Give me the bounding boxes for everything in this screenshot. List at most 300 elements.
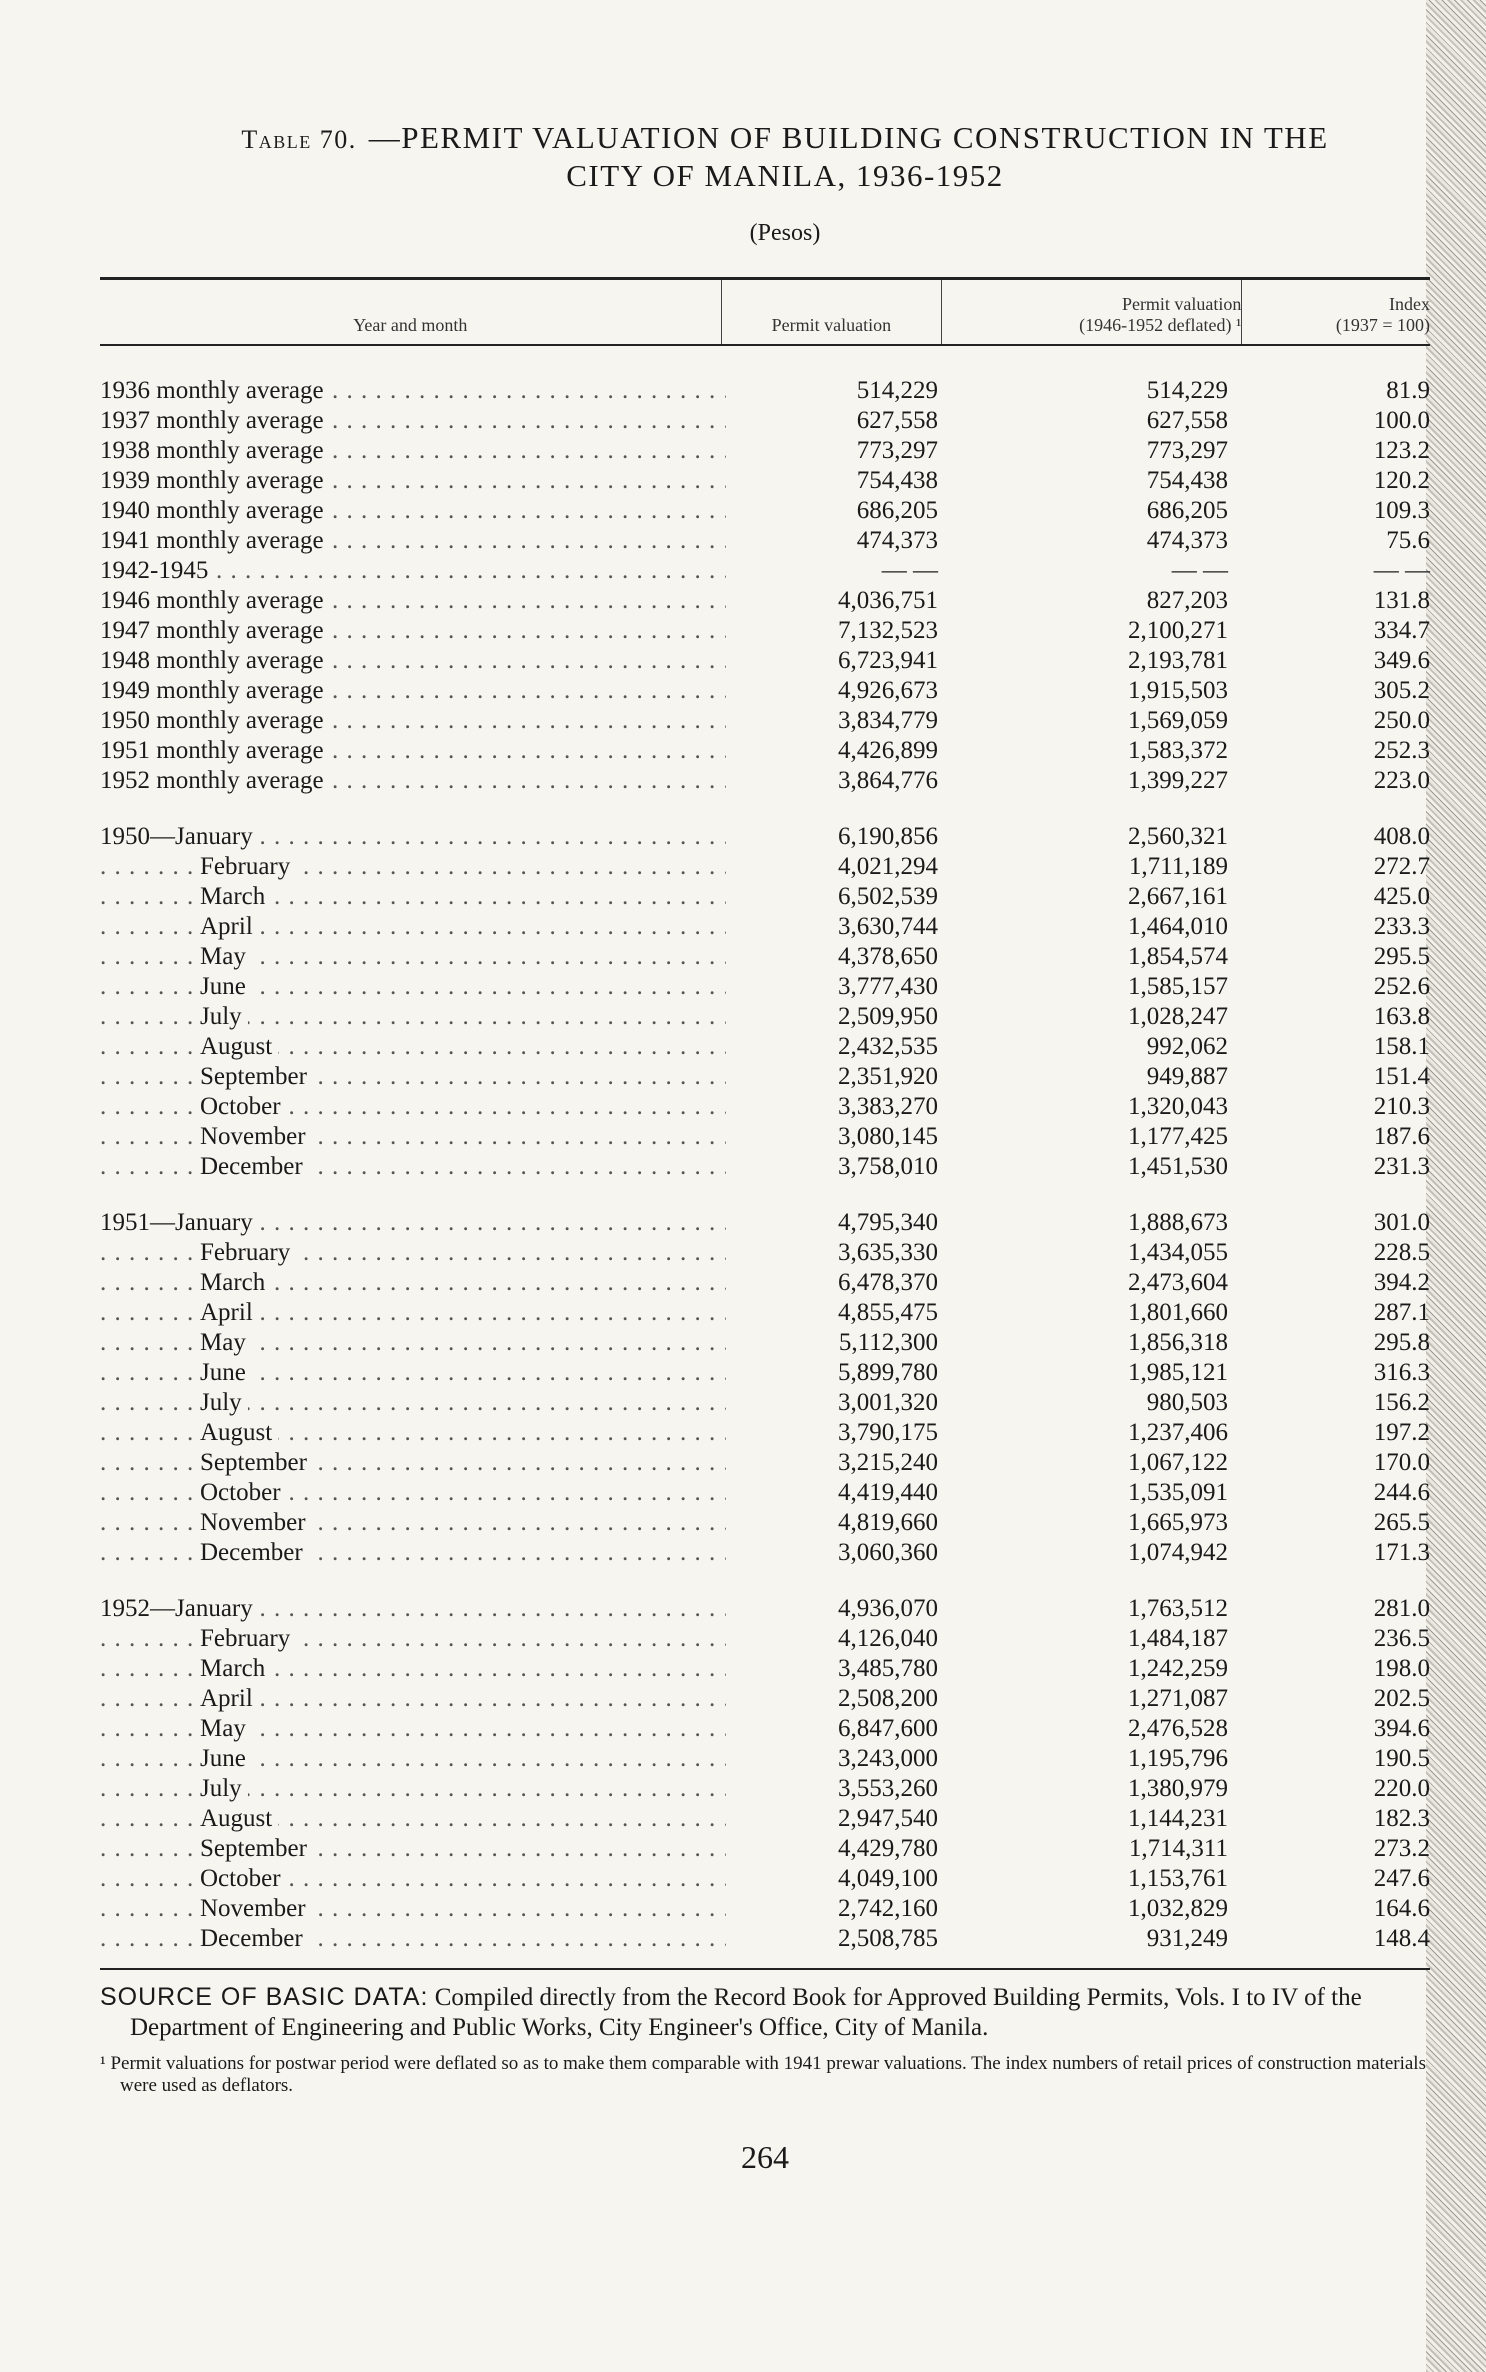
cell-index: 394.6 <box>1373 1715 1430 1742</box>
cell-deflated-valuation: 1,032,829 <box>1128 1895 1228 1922</box>
cell-index: 120.2 <box>1373 467 1430 494</box>
table-row <box>100 1508 1430 1538</box>
row-label <box>100 1744 738 1774</box>
table-row <box>100 972 1430 1002</box>
cell-index: 233.3 <box>1373 913 1430 940</box>
source-label: SOURCE OF BASIC DATA: <box>100 1983 429 2011</box>
cell-index: 202.5 <box>1373 1685 1430 1712</box>
row-label <box>100 1804 738 1834</box>
row-label <box>100 1684 738 1714</box>
row-label <box>100 436 738 466</box>
cell-deflated-valuation: 1,434,055 <box>1128 1239 1228 1266</box>
cell-index: 236.5 <box>1373 1625 1430 1652</box>
cell-index: 171.3 <box>1373 1539 1430 1566</box>
cell-index: 273.2 <box>1373 1835 1430 1862</box>
row-label <box>100 526 738 556</box>
cell-permit-valuation: 4,429,780 <box>838 1835 938 1862</box>
cell-deflated-valuation: 474,373 <box>1146 527 1228 554</box>
table-row <box>100 766 1430 796</box>
cell-deflated-valuation: 1,484,187 <box>1128 1625 1228 1652</box>
cell-permit-valuation: 3,215,240 <box>838 1449 938 1476</box>
cell-permit-valuation: 627,558 <box>856 407 938 434</box>
cell-deflated-valuation: 992,062 <box>1146 1033 1228 1060</box>
cell-deflated-valuation: 1,711,189 <box>1128 853 1228 880</box>
row-label-text: March <box>200 1269 271 1296</box>
table-row <box>100 1744 1430 1774</box>
row-label <box>100 1774 738 1804</box>
row-label <box>100 1208 738 1238</box>
table-row <box>100 496 1430 526</box>
row-label <box>100 882 738 912</box>
row-label <box>100 1894 738 1924</box>
row-label <box>100 736 738 766</box>
cell-permit-valuation: 3,553,260 <box>838 1775 938 1802</box>
row-label-text: February <box>200 1239 296 1266</box>
row-label <box>100 766 738 796</box>
header-deflated-line-2: (1946-1952 deflated) ¹ <box>1079 315 1242 335</box>
cell-deflated-valuation: 2,473,604 <box>1128 1269 1228 1296</box>
table-row <box>100 1298 1430 1328</box>
cell-permit-valuation: 4,378,650 <box>838 943 938 970</box>
cell-index: 163.8 <box>1373 1003 1430 1030</box>
cell-deflated-valuation: 827,203 <box>1146 587 1228 614</box>
cell-deflated-valuation: 1,985,121 <box>1128 1359 1228 1386</box>
row-label-text: 1951—January <box>100 1209 259 1236</box>
footnote: ¹ Permit valuations for postwar period were deflated so as to make them comparable with 1941 prewar valuations. The index numbers of retail prices of construction materials were used as deflators. <box>100 2053 1426 2096</box>
table-row <box>100 1062 1430 1092</box>
cell-index: 281.0 <box>1373 1595 1430 1622</box>
cell-deflated-valuation: 1,271,087 <box>1128 1685 1228 1712</box>
row-label <box>100 1002 738 1032</box>
table-title <box>140 120 1430 194</box>
table-row <box>100 1924 1430 1954</box>
group-annual-averages <box>100 376 1430 796</box>
cell-index: 187.6 <box>1373 1123 1430 1150</box>
row-label-text: March <box>200 1655 271 1682</box>
header-permit-valuation: Permit valuation <box>722 280 943 344</box>
cell-permit-valuation: 6,190,856 <box>838 823 938 850</box>
table-row <box>100 646 1430 676</box>
row-label <box>100 1388 738 1418</box>
row-label-text: May <box>200 1715 252 1742</box>
row-label-text: November <box>200 1895 312 1922</box>
cell-permit-valuation: 3,630,744 <box>838 913 938 940</box>
row-label-text: September <box>200 1063 313 1090</box>
row-label-text: 1938 monthly average <box>100 437 330 464</box>
scan-edge-texture <box>1426 0 1486 2372</box>
row-label-text: April <box>200 1685 259 1712</box>
data-table <box>100 376 1430 1954</box>
cell-permit-valuation: 3,777,430 <box>838 973 938 1000</box>
table-row <box>100 1268 1430 1298</box>
cell-deflated-valuation: 1,144,231 <box>1128 1805 1228 1832</box>
cell-permit-valuation: 6,723,941 <box>838 647 938 674</box>
cell-index: 109.3 <box>1373 497 1430 524</box>
row-label-text: December <box>200 1925 309 1952</box>
cell-deflated-valuation: 1,153,761 <box>1128 1865 1228 1892</box>
cell-deflated-valuation: 1,714,311 <box>1128 1835 1228 1862</box>
cell-deflated-valuation: 686,205 <box>1146 497 1228 524</box>
table-row <box>100 1152 1430 1182</box>
cell-deflated-valuation: 1,028,247 <box>1128 1003 1228 1030</box>
table-row <box>100 1388 1430 1418</box>
cell-permit-valuation: 4,819,660 <box>838 1509 938 1536</box>
cell-permit-valuation: 3,383,270 <box>838 1093 938 1120</box>
header-index <box>1242 280 1430 344</box>
cell-index: 223.0 <box>1373 767 1430 794</box>
row-label <box>100 406 738 436</box>
row-label-text: 1939 monthly average <box>100 467 330 494</box>
cell-permit-valuation: 2,432,535 <box>838 1033 938 1060</box>
row-label-text: August <box>200 1419 278 1446</box>
cell-deflated-valuation: 949,887 <box>1146 1063 1228 1090</box>
row-label <box>100 1358 738 1388</box>
row-label-text: 1948 monthly average <box>100 647 330 674</box>
table-row <box>100 1122 1430 1152</box>
cell-permit-valuation: 2,509,950 <box>838 1003 938 1030</box>
table-row <box>100 1238 1430 1268</box>
cell-permit-valuation: 3,790,175 <box>838 1419 938 1446</box>
cell-permit-valuation: 686,205 <box>856 497 938 524</box>
row-label <box>100 586 738 616</box>
row-label-text: 1950—January <box>100 823 259 850</box>
cell-deflated-valuation: 1,399,227 <box>1128 767 1228 794</box>
title-line-1: —PERMIT VALUATION OF BUILDING CONSTRUCTION IN THE <box>368 120 1329 155</box>
table-row <box>100 1002 1430 1032</box>
cell-index: 247.6 <box>1373 1865 1430 1892</box>
cell-permit-valuation: 4,419,440 <box>838 1479 938 1506</box>
row-label <box>100 616 738 646</box>
row-label <box>100 466 738 496</box>
table-row <box>100 436 1430 466</box>
cell-index: 158.1 <box>1373 1033 1430 1060</box>
cell-index: 265.5 <box>1373 1509 1430 1536</box>
cell-deflated-valuation: 1,763,512 <box>1128 1595 1228 1622</box>
table-row <box>100 1774 1430 1804</box>
cell-deflated-valuation: 627,558 <box>1146 407 1228 434</box>
row-label-text: 1940 monthly average <box>100 497 330 524</box>
row-label-text: June <box>200 1745 252 1772</box>
cell-permit-valuation: 4,021,294 <box>838 853 938 880</box>
row-label-text: March <box>200 883 271 910</box>
cell-index: 394.2 <box>1373 1269 1430 1296</box>
cell-permit-valuation: 514,229 <box>856 377 938 404</box>
cell-permit-valuation: 3,485,780 <box>838 1655 938 1682</box>
cell-deflated-valuation: 1,888,673 <box>1128 1209 1228 1236</box>
column-headers <box>100 280 1430 346</box>
source-text: Compiled directly from the Record Book for Approved Building Permits, Vols. I to IV of the Department of Engineering and Public Works, City Engineer's Office, City of Manila. <box>130 1984 1362 2041</box>
cell-deflated-valuation: 1,535,091 <box>1128 1479 1228 1506</box>
cell-deflated-valuation: 1,464,010 <box>1128 913 1228 940</box>
row-label <box>100 822 738 852</box>
cell-permit-valuation: 3,834,779 <box>838 707 938 734</box>
cell-permit-valuation: 4,855,475 <box>838 1299 938 1326</box>
table-row <box>100 1448 1430 1478</box>
cell-deflated-valuation: 1,854,574 <box>1128 943 1228 970</box>
cell-permit-valuation: 4,036,751 <box>838 587 938 614</box>
cell-permit-valuation: 2,508,785 <box>838 1925 938 1952</box>
row-label <box>100 1062 738 1092</box>
header-deflated-line-1: Permit valuation <box>1121 294 1242 314</box>
cell-deflated-valuation: — — <box>1171 557 1228 584</box>
cell-index: 252.3 <box>1373 737 1430 764</box>
row-label-text: April <box>200 913 259 940</box>
cell-index: 349.6 <box>1373 647 1430 674</box>
group-1950-months <box>100 822 1430 1182</box>
cell-index: 170.0 <box>1373 1449 1430 1476</box>
cell-deflated-valuation: 1,569,059 <box>1128 707 1228 734</box>
cell-permit-valuation: 3,080,145 <box>838 1123 938 1150</box>
row-label <box>100 1508 738 1538</box>
row-label-text: February <box>200 853 296 880</box>
table-row <box>100 406 1430 436</box>
row-label <box>100 972 738 1002</box>
table-row <box>100 736 1430 766</box>
row-label <box>100 1298 738 1328</box>
row-label <box>100 942 738 972</box>
cell-deflated-valuation: 1,067,122 <box>1128 1449 1228 1476</box>
row-label <box>100 1032 738 1062</box>
cell-deflated-valuation: 1,195,796 <box>1128 1745 1228 1772</box>
cell-index: 295.5 <box>1373 943 1430 970</box>
cell-deflated-valuation: 1,801,660 <box>1128 1299 1228 1326</box>
table-unit: (Pesos) <box>749 220 821 246</box>
row-label-text: 1936 monthly average <box>100 377 330 404</box>
table-row <box>100 1418 1430 1448</box>
row-label-text: September <box>200 1449 313 1476</box>
cell-deflated-valuation: 1,380,979 <box>1128 1775 1228 1802</box>
cell-index: 210.3 <box>1373 1093 1430 1120</box>
cell-permit-valuation: 2,947,540 <box>838 1805 938 1832</box>
row-label-text: 1941 monthly average <box>100 527 330 554</box>
row-label <box>100 1092 738 1122</box>
table-row <box>100 466 1430 496</box>
row-label <box>100 1714 738 1744</box>
page-number: 264 <box>741 2139 789 2175</box>
table-row <box>100 1032 1430 1062</box>
row-label <box>100 1122 738 1152</box>
row-label <box>100 1624 738 1654</box>
cell-permit-valuation: 4,426,899 <box>838 737 938 764</box>
row-label-text: June <box>200 973 252 1000</box>
cell-index: 220.0 <box>1373 1775 1430 1802</box>
cell-deflated-valuation: 1,320,043 <box>1128 1093 1228 1120</box>
row-label-text: May <box>200 1329 252 1356</box>
cell-permit-valuation: 2,742,160 <box>838 1895 938 1922</box>
row-label <box>100 1538 738 1568</box>
row-label <box>100 1328 738 1358</box>
table-row <box>100 1594 1430 1624</box>
row-label-text: October <box>200 1093 287 1120</box>
table-row <box>100 912 1430 942</box>
cell-index: 75.6 <box>1386 527 1430 554</box>
row-label-text: 1951 monthly average <box>100 737 330 764</box>
row-label <box>100 1864 738 1894</box>
cell-index: 100.0 <box>1373 407 1430 434</box>
cell-permit-valuation: 3,243,000 <box>838 1745 938 1772</box>
cell-permit-valuation: 4,126,040 <box>838 1625 938 1652</box>
cell-permit-valuation: 6,502,539 <box>838 883 938 910</box>
table-row <box>100 1894 1430 1924</box>
row-label-text: December <box>200 1153 309 1180</box>
cell-index: 81.9 <box>1386 377 1430 404</box>
cell-permit-valuation: — — <box>881 557 938 584</box>
cell-index: 287.1 <box>1373 1299 1430 1326</box>
table-row <box>100 1804 1430 1834</box>
table-row <box>100 1208 1430 1238</box>
row-label <box>100 1418 738 1448</box>
cell-index: 151.4 <box>1373 1063 1430 1090</box>
table-row <box>100 1624 1430 1654</box>
row-label-text: 1937 monthly average <box>100 407 330 434</box>
row-label-text: 1950 monthly average <box>100 707 330 734</box>
table-row <box>100 942 1430 972</box>
row-label <box>100 1654 738 1684</box>
row-label <box>100 1448 738 1478</box>
cell-deflated-valuation: 1,856,318 <box>1128 1329 1228 1356</box>
cell-index: 272.7 <box>1373 853 1430 880</box>
cell-permit-valuation: 4,936,070 <box>838 1595 938 1622</box>
cell-index: 164.6 <box>1373 1895 1430 1922</box>
cell-deflated-valuation: 2,667,161 <box>1128 883 1228 910</box>
row-label <box>100 1834 738 1864</box>
cell-deflated-valuation: 2,560,321 <box>1128 823 1228 850</box>
header-year-month: Year and month <box>100 280 722 344</box>
cell-index: 244.6 <box>1373 1479 1430 1506</box>
cell-deflated-valuation: 754,438 <box>1146 467 1228 494</box>
cell-index: 197.2 <box>1373 1419 1430 1446</box>
source-note <box>100 1982 1430 2043</box>
table-row <box>100 1328 1430 1358</box>
table-row <box>100 882 1430 912</box>
row-label <box>100 646 738 676</box>
row-label-text: 1952 monthly average <box>100 767 330 794</box>
row-label <box>100 676 738 706</box>
row-label-text: 1942-1945 <box>100 557 214 584</box>
cell-index: 231.3 <box>1373 1153 1430 1180</box>
cell-index: 316.3 <box>1373 1359 1430 1386</box>
cell-deflated-valuation: 2,100,271 <box>1128 617 1228 644</box>
header-index-line-1: Index <box>1389 294 1430 314</box>
row-label-text: July <box>200 1389 248 1416</box>
header-deflated-valuation <box>942 280 1242 344</box>
title-line-2: CITY OF MANILA, 1936-1952 <box>566 158 1004 193</box>
cell-permit-valuation: 474,373 <box>856 527 938 554</box>
cell-index: 250.0 <box>1373 707 1430 734</box>
cell-permit-valuation: 5,112,300 <box>838 1329 938 1356</box>
cell-permit-valuation: 3,864,776 <box>838 767 938 794</box>
group-1951-months <box>100 1208 1430 1568</box>
cell-deflated-valuation: 1,177,425 <box>1128 1123 1228 1150</box>
cell-index: 182.3 <box>1373 1805 1430 1832</box>
row-label-text: July <box>200 1775 248 1802</box>
table-row <box>100 852 1430 882</box>
table-row <box>100 706 1430 736</box>
row-label-text: November <box>200 1123 312 1150</box>
cell-deflated-valuation: 1,074,942 <box>1128 1539 1228 1566</box>
row-label-text: October <box>200 1479 287 1506</box>
cell-deflated-valuation: 1,915,503 <box>1128 677 1228 704</box>
cell-deflated-valuation: 1,585,157 <box>1128 973 1228 1000</box>
row-label-text: December <box>200 1539 309 1566</box>
cell-deflated-valuation: 1,237,406 <box>1128 1419 1228 1446</box>
row-label-text: February <box>200 1625 296 1652</box>
table-row <box>100 1478 1430 1508</box>
cell-permit-valuation: 4,926,673 <box>838 677 938 704</box>
row-label <box>100 912 738 942</box>
cell-deflated-valuation: 1,665,973 <box>1128 1509 1228 1536</box>
cell-deflated-valuation: 1,583,372 <box>1128 737 1228 764</box>
table-row <box>100 586 1430 616</box>
row-label <box>100 556 738 586</box>
cell-index: 131.8 <box>1373 587 1430 614</box>
row-label <box>100 1478 738 1508</box>
row-label <box>100 1152 738 1182</box>
cell-permit-valuation: 2,351,920 <box>838 1063 938 1090</box>
row-label <box>100 376 738 406</box>
cell-permit-valuation: 5,899,780 <box>838 1359 938 1386</box>
row-label-text: 1952—January <box>100 1595 259 1622</box>
cell-permit-valuation: 3,060,360 <box>838 1539 938 1566</box>
table-row <box>100 1714 1430 1744</box>
row-label-text: August <box>200 1033 278 1060</box>
cell-deflated-valuation: 980,503 <box>1146 1389 1228 1416</box>
cell-index: — — <box>1373 557 1430 584</box>
cell-index: 305.2 <box>1373 677 1430 704</box>
cell-deflated-valuation: 1,451,530 <box>1128 1153 1228 1180</box>
row-label-text: 1947 monthly average <box>100 617 330 644</box>
cell-permit-valuation: 2,508,200 <box>838 1685 938 1712</box>
group-1952-months <box>100 1594 1430 1954</box>
table-row <box>100 1092 1430 1122</box>
cell-deflated-valuation: 773,297 <box>1146 437 1228 464</box>
row-label-text: October <box>200 1865 287 1892</box>
header-index-line-2: (1937 = 100) <box>1335 315 1430 335</box>
cell-permit-valuation: 6,847,600 <box>838 1715 938 1742</box>
cell-permit-valuation: 754,438 <box>856 467 938 494</box>
row-label-text: August <box>200 1805 278 1832</box>
row-label-text: April <box>200 1299 259 1326</box>
cell-index: 295.8 <box>1373 1329 1430 1356</box>
document-page <box>100 120 1430 2176</box>
row-label <box>100 1594 738 1624</box>
cell-deflated-valuation: 2,476,528 <box>1128 1715 1228 1742</box>
row-label <box>100 706 738 736</box>
table-row <box>100 376 1430 406</box>
cell-deflated-valuation: 514,229 <box>1146 377 1228 404</box>
row-label-text: November <box>200 1509 312 1536</box>
cell-index: 156.2 <box>1373 1389 1430 1416</box>
cell-deflated-valuation: 931,249 <box>1146 1925 1228 1952</box>
row-label <box>100 1924 738 1954</box>
cell-permit-valuation: 4,795,340 <box>838 1209 938 1236</box>
cell-index: 408.0 <box>1373 823 1430 850</box>
cell-deflated-valuation: 2,193,781 <box>1128 647 1228 674</box>
table-row <box>100 556 1430 586</box>
row-label-text: 1946 monthly average <box>100 587 330 614</box>
row-label-text: 1949 monthly average <box>100 677 330 704</box>
cell-permit-valuation: 7,132,523 <box>838 617 938 644</box>
table-row <box>100 616 1430 646</box>
cell-permit-valuation: 3,758,010 <box>838 1153 938 1180</box>
cell-index: 148.4 <box>1373 1925 1430 1952</box>
table-row <box>100 1538 1430 1568</box>
row-label <box>100 1238 738 1268</box>
table-row <box>100 1358 1430 1388</box>
row-label <box>100 1268 738 1298</box>
cell-permit-valuation: 3,635,330 <box>838 1239 938 1266</box>
cell-permit-valuation: 773,297 <box>856 437 938 464</box>
